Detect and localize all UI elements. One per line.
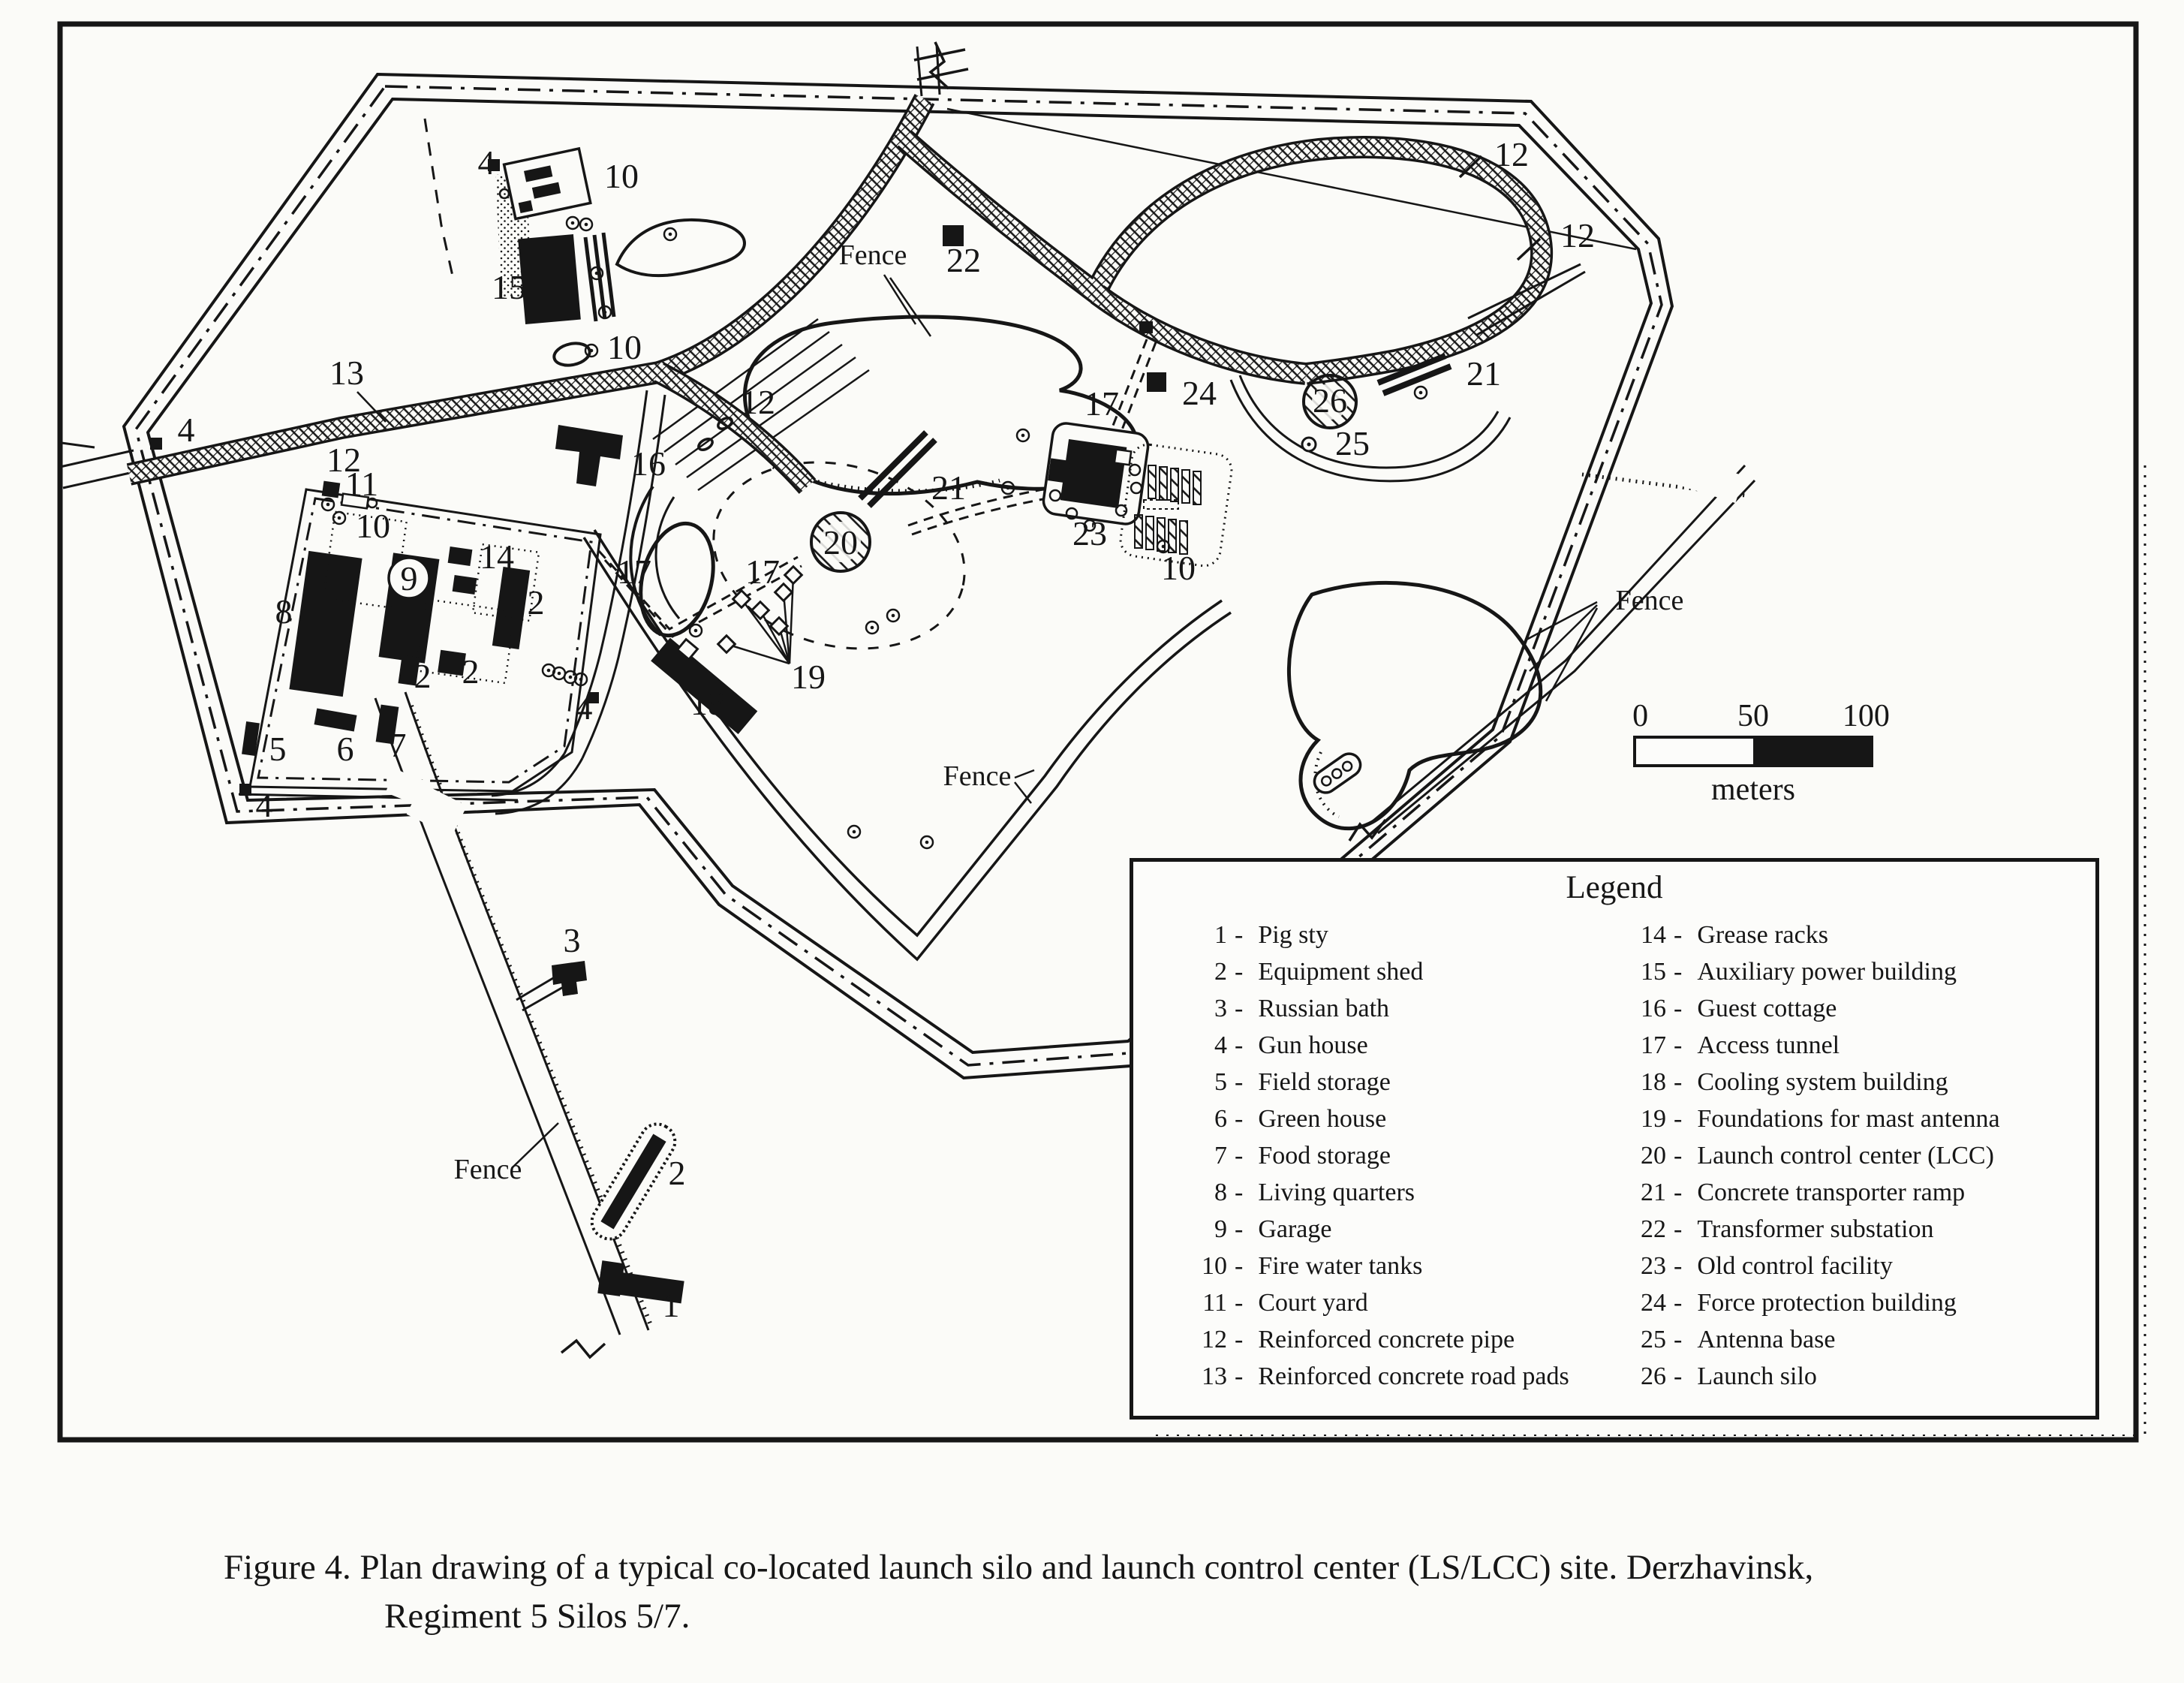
legend-item-4: 4 - Gun house bbox=[1214, 1031, 1368, 1059]
map-label-4-22: 4 bbox=[575, 688, 593, 727]
legend-item-12: 12 - Reinforced concrete pipe bbox=[1202, 1325, 1515, 1353]
building-15-aux-power bbox=[518, 234, 581, 324]
scale-bar-unit: meters bbox=[1711, 772, 1795, 807]
gun-house-sw bbox=[239, 784, 251, 796]
scale-tick-0: 0 bbox=[1632, 699, 1649, 733]
scale-tick-50: 50 bbox=[1737, 699, 1769, 733]
gun-house-west bbox=[150, 438, 162, 450]
legend-item-22: 22 - Transformer substation bbox=[1641, 1215, 1934, 1243]
map-label-12-27: 12 bbox=[741, 383, 775, 421]
building-24-force-protection bbox=[1147, 372, 1166, 392]
map-label-24-29: 24 bbox=[1182, 374, 1217, 412]
old-control-facility bbox=[1042, 422, 1150, 526]
building-14-grease-rack-b bbox=[453, 575, 477, 595]
scale-bar bbox=[1632, 698, 1890, 808]
map-label-17-16: 17 bbox=[617, 552, 651, 591]
legend-item-17: 17 - Access tunnel bbox=[1641, 1031, 1840, 1059]
legend-item-14: 14 - Grease racks bbox=[1641, 920, 1828, 949]
legend-item-13: 13 - Reinforced concrete road pads bbox=[1202, 1362, 1569, 1390]
building-14-grease-rack-a bbox=[448, 546, 473, 566]
scale-bar-rule bbox=[1633, 736, 1873, 767]
antenna-base-symbol bbox=[1302, 438, 1316, 451]
legend-item-24: 24 - Force protection building bbox=[1641, 1288, 1957, 1317]
map-label-14-10: 14 bbox=[480, 537, 514, 576]
map-label-5-18: 5 bbox=[269, 730, 287, 768]
legend-title: Legend bbox=[1566, 870, 1663, 905]
map-label-11-7: 11 bbox=[344, 465, 379, 503]
legend-item-11: 11 - Court yard bbox=[1202, 1288, 1368, 1317]
legend-item-18: 18 - Cooling system building bbox=[1641, 1067, 1948, 1096]
map-label-26-33: 26 bbox=[1313, 381, 1347, 420]
map-label-2-12: 2 bbox=[527, 583, 545, 622]
map-label-20-25: 20 bbox=[823, 523, 858, 562]
legend-item-15: 15 - Auxiliary power building bbox=[1641, 957, 1957, 986]
caption-line-2: Regiment 5 Silos 5/7. bbox=[384, 1596, 690, 1636]
map-label-15-2: 15 bbox=[492, 268, 526, 306]
map-label-1-40: 1 bbox=[662, 1286, 680, 1324]
legend-columns bbox=[1133, 917, 2095, 1395]
legend-item-5: 5 - Field storage bbox=[1214, 1067, 1391, 1096]
map-label-2-14: 2 bbox=[462, 652, 480, 691]
map-label-10-32: 10 bbox=[1161, 549, 1196, 587]
map-label-23-31: 23 bbox=[1072, 514, 1107, 552]
map-label-8-11: 8 bbox=[275, 592, 293, 631]
legend-item-2: 2 - Equipment shed bbox=[1214, 957, 1424, 986]
map-label-13-4: 13 bbox=[329, 354, 364, 392]
map-label-22-30: 22 bbox=[946, 241, 981, 279]
map-label-12-36: 12 bbox=[1494, 135, 1529, 173]
map-label-10-8: 10 bbox=[356, 507, 390, 545]
legend-item-6: 6 - Green house bbox=[1214, 1104, 1387, 1133]
legend-item-16: 16 - Guest cottage bbox=[1641, 994, 1837, 1022]
legend-item-26: 26 - Launch silo bbox=[1641, 1362, 1817, 1390]
map-label-12-37: 12 bbox=[1560, 216, 1595, 254]
legend-item-10: 10 - Fire water tanks bbox=[1202, 1251, 1423, 1280]
caption-line-1: Figure 4. Plan drawing of a typical co-located launch silo and launch control center (LS/LCC) site. Derzhavinsk, bbox=[224, 1548, 1814, 1587]
map-label-19-24: 19 bbox=[791, 658, 826, 696]
scale-tick-100: 100 bbox=[1842, 699, 1890, 733]
figure-caption bbox=[224, 1543, 2040, 1641]
map-label-21-35: 21 bbox=[1467, 354, 1501, 393]
map-label-4-21: 4 bbox=[255, 786, 273, 824]
map-label-3-38: 3 bbox=[563, 921, 581, 959]
map-label-17-17: 17 bbox=[745, 552, 780, 591]
scale-bar-white-half bbox=[1636, 739, 1753, 764]
map-label-10-3: 10 bbox=[607, 328, 642, 366]
map-label-2-39: 2 bbox=[668, 1154, 686, 1192]
legend-item-3: 3 - Russian bath bbox=[1214, 994, 1390, 1022]
map-label-18-23: 18 bbox=[690, 684, 725, 722]
map-label-10-1: 10 bbox=[604, 157, 639, 195]
legend-col-2 bbox=[1614, 917, 2095, 1395]
legend-item-20: 20 - Launch control center (LCC) bbox=[1641, 1141, 1994, 1170]
map-label-fence-42: Fence bbox=[1615, 585, 1684, 616]
map-label-16-15: 16 bbox=[631, 444, 666, 483]
map-label-12-6: 12 bbox=[326, 441, 361, 479]
map-label-2-13: 2 bbox=[414, 657, 432, 695]
map-label-4-0: 4 bbox=[477, 143, 495, 182]
map-label-fence-41: Fence bbox=[838, 239, 907, 271]
map-label-7-20: 7 bbox=[389, 726, 407, 764]
map-label-fence-43: Fence bbox=[943, 760, 1012, 792]
map-label-6-19: 6 bbox=[336, 730, 354, 768]
map-label-9-9: 9 bbox=[400, 559, 418, 598]
map-label-fence-44: Fence bbox=[453, 1154, 522, 1185]
legend-col-1 bbox=[1175, 917, 1614, 1395]
map-label-25-34: 25 bbox=[1335, 424, 1370, 462]
legend-item-23: 23 - Old control facility bbox=[1641, 1251, 1893, 1280]
legend-box bbox=[1130, 858, 2099, 1420]
legend-item-21: 21 - Concrete transporter ramp bbox=[1641, 1178, 1966, 1206]
building-11-courtyard-marker bbox=[322, 481, 341, 498]
legend-item-9: 9 - Garage bbox=[1214, 1215, 1332, 1243]
legend-item-8: 8 - Living quarters bbox=[1214, 1178, 1415, 1206]
legend-item-7: 7 - Food storage bbox=[1214, 1141, 1391, 1170]
legend-item-1: 1 - Pig sty bbox=[1214, 920, 1328, 949]
scale-bar-ticks bbox=[1632, 698, 1890, 736]
map-label-21-26: 21 bbox=[931, 468, 966, 507]
map-label-4-5: 4 bbox=[177, 411, 195, 449]
map-label-17-28: 17 bbox=[1084, 384, 1119, 423]
legend-item-25: 25 - Antenna base bbox=[1641, 1325, 1836, 1353]
legend-item-19: 19 - Foundations for mast antenna bbox=[1641, 1104, 2000, 1133]
scale-bar-black-half bbox=[1753, 739, 1870, 764]
